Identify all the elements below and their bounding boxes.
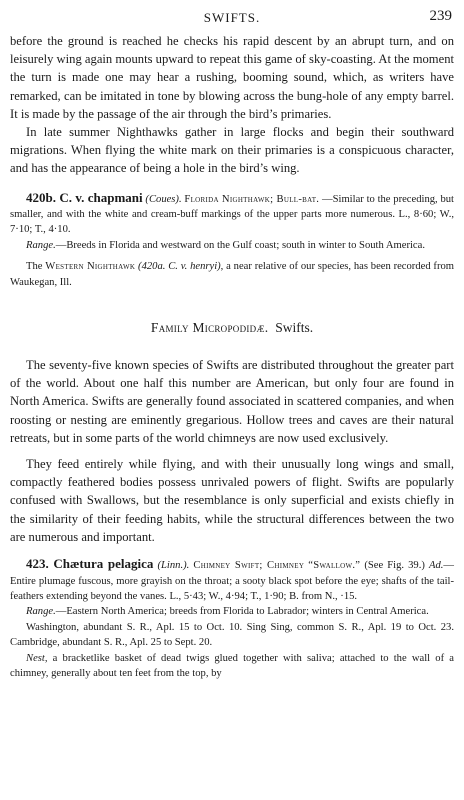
species-420b-range — [10, 238, 454, 253]
nest-label: Nest, — [26, 652, 48, 664]
range-text: —Breeds in Florida and westward on the Gulf coast; south in winter to South America. — [55, 239, 425, 251]
running-title: SWIFTS. — [203, 10, 261, 25]
species-423-authority: (Linn.). — [157, 560, 190, 572]
nest-text: a bracketlike basket of dead twigs glued together with saliva; attached to the wall of a chimney, generally about ten feet from the top, by — [10, 652, 454, 679]
adult-label: Ad. — [428, 560, 444, 572]
figure-reference: (See Fig. 39.) — [364, 560, 425, 572]
western-nighthawk-note — [10, 259, 454, 290]
species-420b-entry — [10, 190, 454, 238]
adult-description: —Entire plumage fuscous, more grayish on the throat; a sooty black spot before the eye; shafts of the tail-feathers extending beyond the vanes. L., 5·43; W., 4·94; T., 1·90; B. from N., ·15. — [10, 560, 454, 602]
range-text: —Eastern North America; breeds from Florida to Labrador; winters in Central America. — [55, 606, 429, 618]
intro-paragraph-1: before the ground is reached he checks his rapid descent by an abrupt turn, and on leisurely wing again mounts upward to repeat this game of sky-coasting. At the moment the turn is made one may hear a rushing, booming sound, which, as writers have remarked, can be imitated in tone by blowing across the bung-hole of any empty barrel. It is made by the passage of the air through the bird’s primaries. — [10, 34, 454, 121]
family-paragraph-1: The seventy-five known species of Swifts are distributed throughout the greater part of the world. About one half this number are American, but only four are found in North America. Swifts are generally found associated in scattered companies, and when roosting or nesting are eminently gregarious. Hollow trees and caves are their natural retreats, but in some parts of the world chimneys are now used exclusively. — [10, 358, 454, 445]
species-420b-common-names: Florida Nighthawk; Bull-bat. — [184, 193, 320, 205]
family-common-name: Swifts. — [275, 320, 314, 336]
species-423-entry — [10, 556, 454, 604]
page-number: 239 — [429, 8, 452, 24]
range-label: Range. — [26, 239, 56, 251]
species-420b-authority: (Coues). — [145, 193, 182, 205]
species-420b-description: —Similar to the preceding, but smaller, and with the white and cream-buff markings of the upper parts more numerous. L., 8·60; W., 7·10; T., 4·10. — [10, 193, 454, 236]
western-nighthawk-name: Western Nighthawk — [45, 261, 136, 273]
species-423-common-names-2: “Swallow.” — [308, 560, 361, 572]
species-423-records: Washington, abundant S. R., Apl. 15 to Oct. 10. Sing Sing, common S. R., Apl. 19 to Oct. 23. Cambridge, abundant S. R., Apl. 25 to Sept. 20. — [10, 621, 454, 649]
note-text-pre: The — [26, 261, 43, 273]
intro-paragraph-2: In late summer Nighthawks gather in large flocks and begin their southward migrations. When flying the white mark on their primaries is a conspicuous character, and has the appearance of being a hole in the bird’s wing. — [10, 125, 454, 176]
species-423-range — [10, 604, 454, 619]
family-name: Family Micropodidæ. — [150, 320, 269, 336]
family-heading — [10, 320, 454, 336]
note-text-post: a near relative of our species, has been recorded from Waukegan, Ill. — [10, 261, 455, 288]
species-420b-name: 420b. C. v. chapmani — [26, 189, 143, 205]
western-nighthawk-sci: (420a. C. v. henryi), — [138, 261, 224, 273]
species-423-common-names: Chimney Swift; Chimney — [193, 560, 305, 572]
species-423-nest — [10, 651, 454, 682]
family-paragraph-2: They feed entirely while flying, and with their unusually long wings and small, compactly feathered bodies possess unrivaled powers of flight. Swifts are popularly confused with Swallows, but the resemblance is only superficial and exists chiefly in the similarity of their feeding habits, while the structural differences between the two are numerous and important. — [10, 457, 454, 544]
species-423-name: 423. Chætura pelagica — [26, 556, 154, 572]
running-header — [10, 6, 454, 32]
range-label: Range. — [26, 606, 56, 618]
